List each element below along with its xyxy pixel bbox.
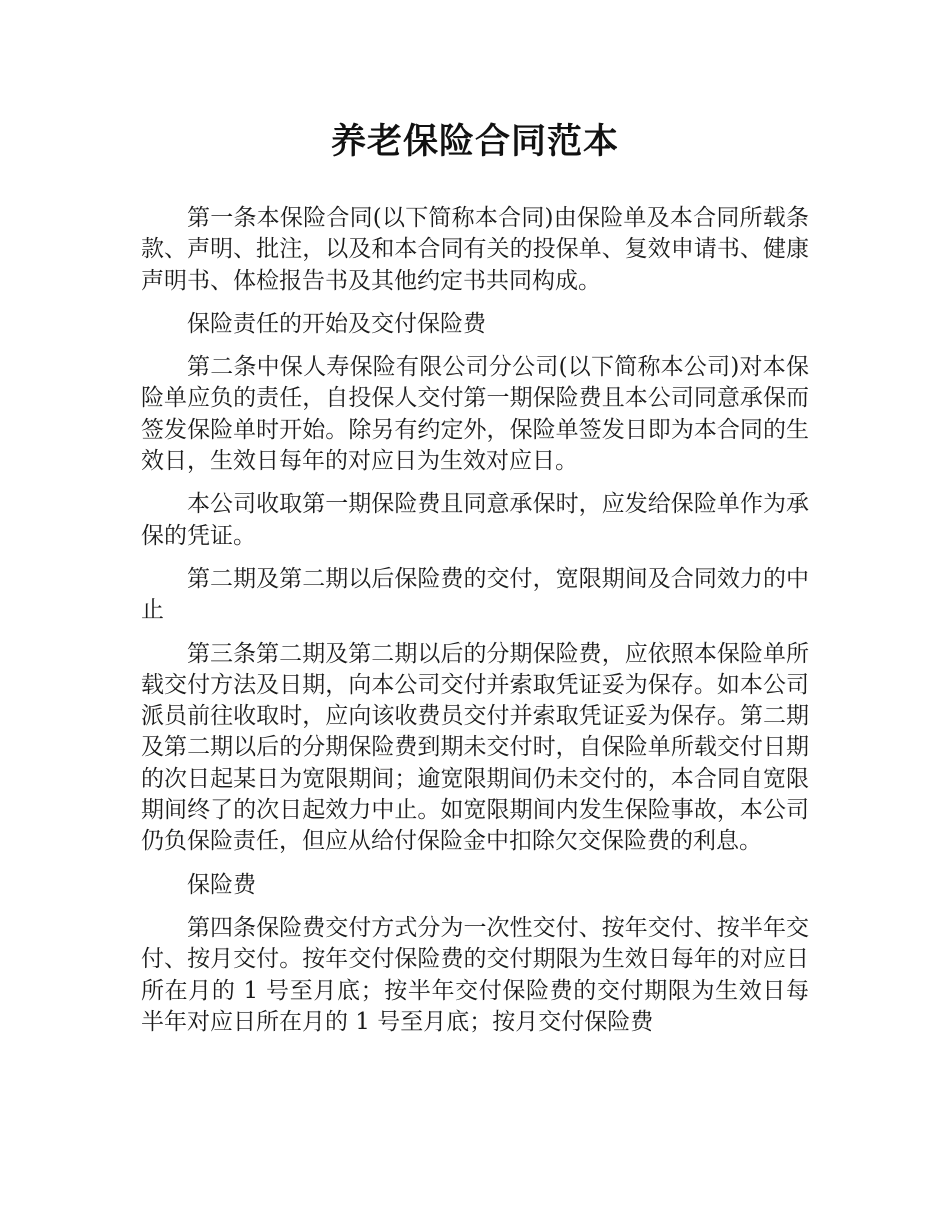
- section-heading-coverage-start: 保险责任的开始及交付保险费: [187, 310, 486, 337]
- section-heading-premium-payment: 第二期及第二期以后保险费的交付，宽限期间及合同效力的中止: [141, 565, 809, 624]
- paragraph-policy-certificate: 本公司收取第一期保险费且同意承保时，应发给保险单作为承保的凭证。: [141, 491, 809, 549]
- document-body: [141, 203, 809, 1050]
- paragraph-article-1: 第一条本保险合同(以下简称本合同)由保险单及本合同所载条款、声明、批注，以及和本合同有关的投保单、复效申请书、健康声明书、体检报告书及其他约定书共同构成。: [141, 205, 809, 294]
- paragraph-article-3: 第三条第二期及第二期以后的分期保险费，应依照本保险单所载交付方法及日期，向本公司交付并索取凭证妥为保存。如本公司派员前往收取时，应向该收费员交付并索取凭证妥为保存。第二期及第二期以后的分期保险费到期未交付时，自保险单所载交付日期的次日起某日为宽限期间；逾宽限期间仍未交付的，本合同自宽限期间终了的次日起效力中止。如宽限期间内发生保险事故，本公司仍负保险责任，但应从给付保险金中扣除欠交保险费的利息。: [141, 640, 809, 855]
- section-heading-premium: 保险费: [187, 871, 256, 898]
- paragraph-article-2: 第二条中保人寿保险有限公司分公司(以下简称本公司)对本保险单应负的责任，自投保人交付第一期保险费且本公司同意承保而签发保险单时开始。除另有约定外，保险单签发日即为本合同的生效日，生效日每年的对应日为生效对应日。: [141, 354, 809, 475]
- paragraph-article-4: 第四条保险费交付方式分为一次性交付、按年交付、按半年交付、按月交付。按年交付保险费的交付期限为生效日每年的对应日所在月的 1 号至月底；按半年交付保险费的交付期限为生效日每半年对应日所在月的 1 号至月底；按月交付保险费: [141, 914, 809, 1035]
- document-title: 养老保险合同范本: [330, 122, 619, 162]
